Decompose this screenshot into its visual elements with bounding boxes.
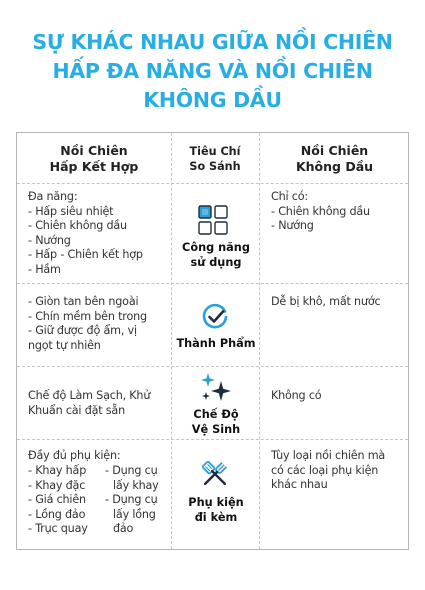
text-line: đảo	[113, 522, 134, 535]
row-4-left-col2	[105, 464, 159, 537]
title-line-3: KHÔNG DẦU	[143, 88, 282, 112]
criteria-line: Vệ Sinh	[191, 423, 241, 436]
row-divider	[17, 366, 408, 367]
row-divider	[17, 283, 408, 284]
text-line: Chế độ Làm Sạch, Khử	[28, 389, 151, 402]
criteria-usage	[172, 240, 260, 270]
header-left	[17, 143, 171, 175]
text-line: - Giòn tan bên ngoài	[28, 295, 139, 308]
text-line: - Dụng cụ	[105, 493, 158, 506]
header-left-line: Nồi Chiên	[60, 143, 128, 158]
text-line: - Chín mềm bên trong	[28, 309, 147, 323]
row-4-right	[271, 449, 385, 493]
header-left-line: Hấp Kết Hợp	[49, 159, 139, 174]
text-line: - Giá chiên	[28, 493, 86, 506]
row-1-left	[28, 190, 143, 277]
text-line: - Chiên không dầu	[28, 219, 127, 232]
row-4-left-intro	[28, 449, 120, 464]
text-line: - Giữ được độ ẩm, vị	[28, 324, 137, 337]
text-line: - Khay đặc	[28, 478, 86, 492]
text-line: Tùy loại nồi chiên mà	[271, 449, 386, 462]
text-line: - Khay hấp	[28, 464, 87, 477]
text-line: Dễ bị khô, mất nước	[271, 295, 381, 308]
text-line: có các loại phụ kiện	[271, 463, 379, 477]
text-line: - Lồng đảo	[28, 507, 86, 521]
comparison-table	[16, 132, 409, 550]
header-mid-line: Tiêu Chí	[189, 145, 241, 158]
text-line: - Nướng	[28, 233, 71, 247]
criteria-line: Phụ kiện	[188, 496, 244, 509]
criteria-line: Thành Phẩm	[176, 337, 256, 350]
row-divider	[17, 183, 408, 184]
criteria-line: Chế Độ	[193, 408, 239, 421]
grid-icon	[198, 205, 228, 235]
row-2-right	[271, 295, 380, 310]
text-line: - Chiên không dầu	[271, 204, 370, 218]
row-divider	[17, 439, 408, 440]
row-4-left-col1	[28, 464, 88, 537]
row-3-left	[28, 389, 150, 418]
criteria-accessories	[172, 495, 260, 525]
title-line-2: HẤP ĐA NĂNG VÀ NỒI CHIÊN	[52, 59, 373, 83]
row-2-left	[28, 295, 147, 353]
text-line: - Hầm	[28, 262, 61, 276]
text-line: Không có	[271, 389, 322, 402]
text-line: Đa năng:	[28, 190, 78, 203]
header-right-line: Không Dầu	[295, 159, 374, 174]
page-title	[0, 28, 425, 115]
text-line: Đầy đủ phụ kiện:	[28, 449, 121, 462]
text-line: lấy lồng	[113, 507, 156, 521]
header-mid-line: So Sánh	[189, 160, 241, 173]
check-circle-icon	[201, 303, 229, 331]
text-line: Chỉ có:	[271, 190, 308, 203]
criteria-line: sử dụng	[190, 256, 242, 269]
text-line: - Trục quay	[28, 522, 88, 535]
text-line: lấy khay	[113, 478, 159, 492]
text-line: - Nướng	[271, 219, 314, 232]
row-3-right	[271, 389, 321, 404]
text-line: Khuẩn cài đặt sẵn	[28, 403, 125, 417]
text-line: khác nhau	[271, 478, 328, 491]
text-line: - Hấp - Chiên kết hợp	[28, 248, 143, 261]
title-line-1: SỰ KHÁC NHAU GIỮA NỒI CHIÊN	[32, 30, 393, 54]
text-line: ngọt tự nhiên	[28, 338, 101, 352]
row-1-right	[271, 190, 370, 234]
sparkle-icon	[197, 371, 233, 403]
header-mid	[171, 144, 259, 174]
text-line: - Dụng cụ	[105, 464, 158, 477]
header-right	[259, 143, 410, 175]
criteria-cleaning	[172, 407, 260, 437]
text-line: - Hấp siêu nhiệt	[28, 204, 114, 218]
criteria-line: đi kèm	[194, 511, 238, 524]
criteria-result	[172, 336, 260, 351]
header-right-line: Nồi Chiên	[300, 143, 369, 158]
utensils-icon	[200, 459, 230, 489]
criteria-line: Công năng	[182, 241, 250, 254]
